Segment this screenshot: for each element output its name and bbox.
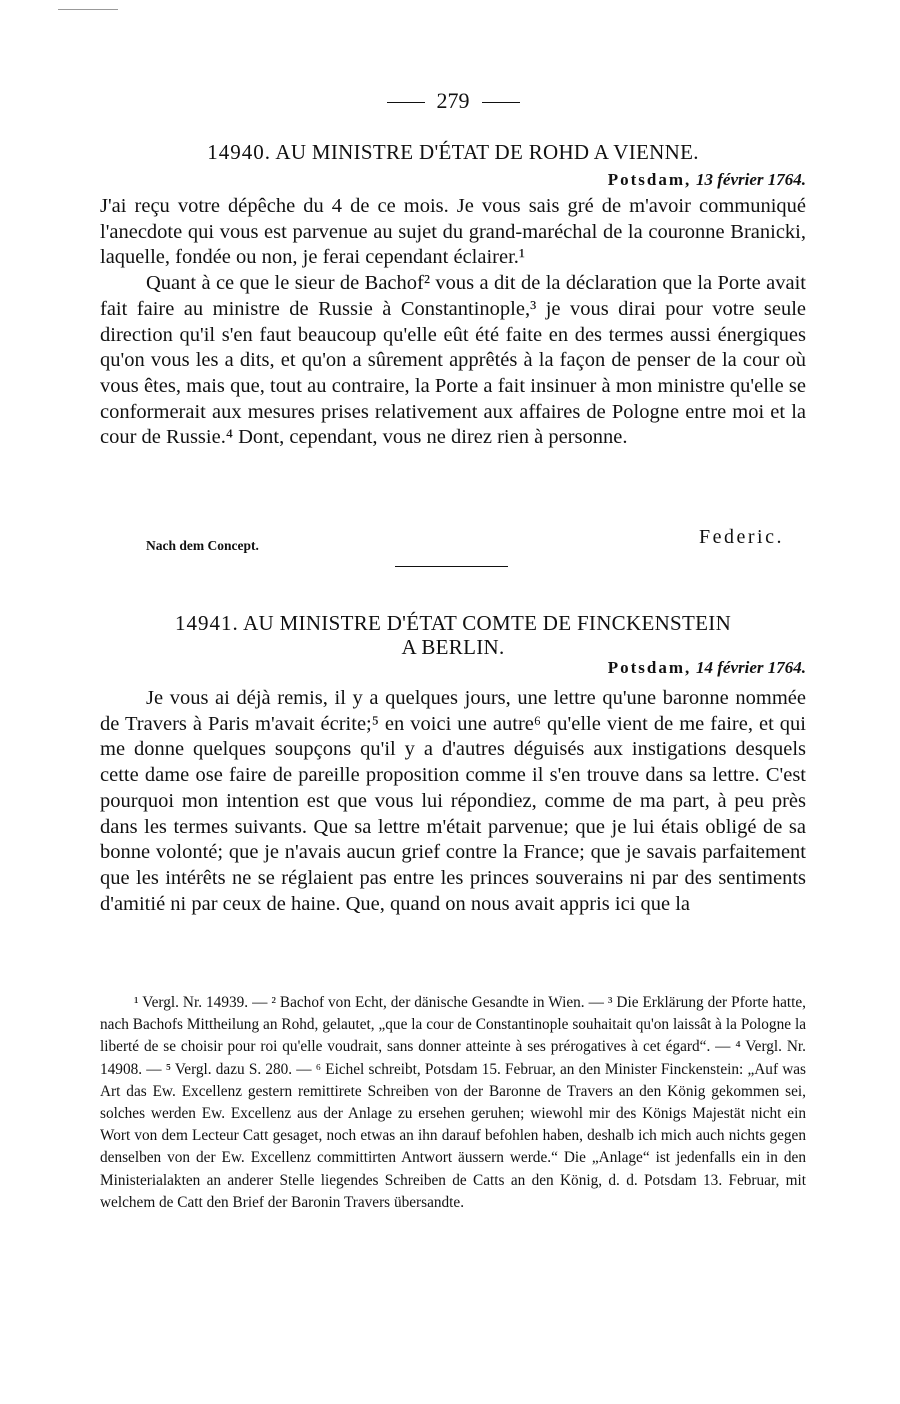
letter-heading-line2: A BERLIN. (401, 635, 505, 659)
letter-dateline (608, 170, 806, 190)
scan-edge-mark (58, 9, 118, 10)
page-number-text: 279 (436, 88, 470, 113)
letter-heading-line1: AU MINISTRE D'ÉTAT COMTE DE FINCKENSTEIN (243, 611, 732, 635)
letter-heading-14941 (100, 611, 806, 659)
page-number-dash-right (482, 102, 520, 103)
letter-heading-14940 (100, 140, 806, 164)
footnotes (100, 992, 806, 1214)
letter-paragraph: Quant à ce que le sieur de Bachof² vous a dit de la déclaration que la Porte avait fait faire au ministre de Russie à Constantinople,³ je vous dirai pour votre seule direction qu'il s'en faut beaucoup qu'elle eût été faite en des termes aussi énergiques qu'on vous les a dits, et qu'on a sûrement apprêtés à la façon de penser de la cour où vous êtes, mais que, tout au contraire, la Porte a fait insinuer à mon ministre qu'elle se conformerait aux mesures prises relativement aux affaires de Pologne entre moi et la cour de Russie.⁴ Dont, cependant, vous ne direz rien à personne. (100, 272, 806, 449)
signature: Federic. (699, 526, 784, 548)
footnote-text: ¹ Vergl. Nr. 14939. — ² Bachof von Echt, der dänische Gesandte in Wien. — ³ Die Erklärung der Pforte hatte, nach Bachofs Mittheilung an Rohd, gelautet, „que la cour de Constantinople souhaitait qu'on laissât à la Pologne la liberté de se choisir pour roi qu'elle voudrait, sans donner atteinte à ses prérogatives à cet égard“. — ⁴ Vergl. Nr. 14908. — ⁵ Vergl. dazu S. 280. — ⁶ Eichel schreibt, Potsdam 15. Februar, an den Minister Finckenstein: „Auf was Art das Ew. Excellenz gestern remittirete Schreiben von der Baronne de Travers an den König gekommen sei, solches werden Ew. Excellenz aus der Anlage zu ersehen geruhen; wiewohl mir des Königs Majestät nicht ein Wort von dem Lecteur Catt gesaget, noch etwas an ihn darauf befohlen haben, deshalb ich mich auch nichts gegen denselben von der Ew. Excellenz committirten Antwort äussern werde.“ Die „Anlage“ ist jedenfalls ein in den Ministerialakten an anderer Stelle liegendes Schreiben de Catts an den König, d. d. Potsdam 13. Februar, mit welchem de Catt den Brief der Baronin Travers übersandte. (100, 994, 806, 1211)
section-divider (395, 566, 508, 567)
letter-body-14941 (100, 686, 806, 917)
letter-date: 14 février 1764. (695, 658, 806, 677)
page-number-dash-left (387, 102, 425, 103)
letter-place: Potsdam, (607, 170, 692, 189)
letter-heading-text: AU MINISTRE D'ÉTAT DE ROHD A VIENNE. (275, 140, 699, 164)
page-number (100, 88, 806, 114)
letter-number: 14941. (174, 611, 239, 635)
source-note: Nach dem Concept. (146, 538, 259, 553)
letter-number: 14940. (207, 140, 271, 164)
letter-date: 13 février 1764. (695, 170, 806, 189)
letter-paragraph: Je vous ai déjà remis, il y a quelques jours, une lettre qu'une baronne nommée de Travers à Paris m'avait écrite;⁵ en voici une autre⁶ qu'elle vient de me faire, et qui me donne quelques soupçons qu'il y a d'autres déguisés aux instigations desquels cette dame ose faire de pareille proposition comme il s'en trouve dans sa lettre. C'est pourquoi mon intention est que vous lui répondiez, comme de ma part, à peu près dans les termes suivants. Que sa lettre m'était parvenue; que je lui étais obligé de sa bonne volonté; que je n'avais aucun grief contre la France; que je savais parfaitement que les intérêts ne se réglaient pas entre les princes souverains ni par des sentiments d'amitié ni par ceux de haine. Que, quand on nous avait appris ici que la (100, 687, 806, 915)
letter-dateline (608, 658, 806, 678)
letter-place: Potsdam, (607, 658, 692, 677)
letter-paragraph: J'ai reçu votre dépêche du 4 de ce mois. Je vous sais gré de m'avoir communiqué l'anecdote qui vous est parvenue au sujet du grand-maréchal de la couronne Branicki, laquelle, fondée ou non, je ferai cependant éclairer.¹ (100, 195, 806, 269)
letter-body-14940 (100, 194, 806, 451)
